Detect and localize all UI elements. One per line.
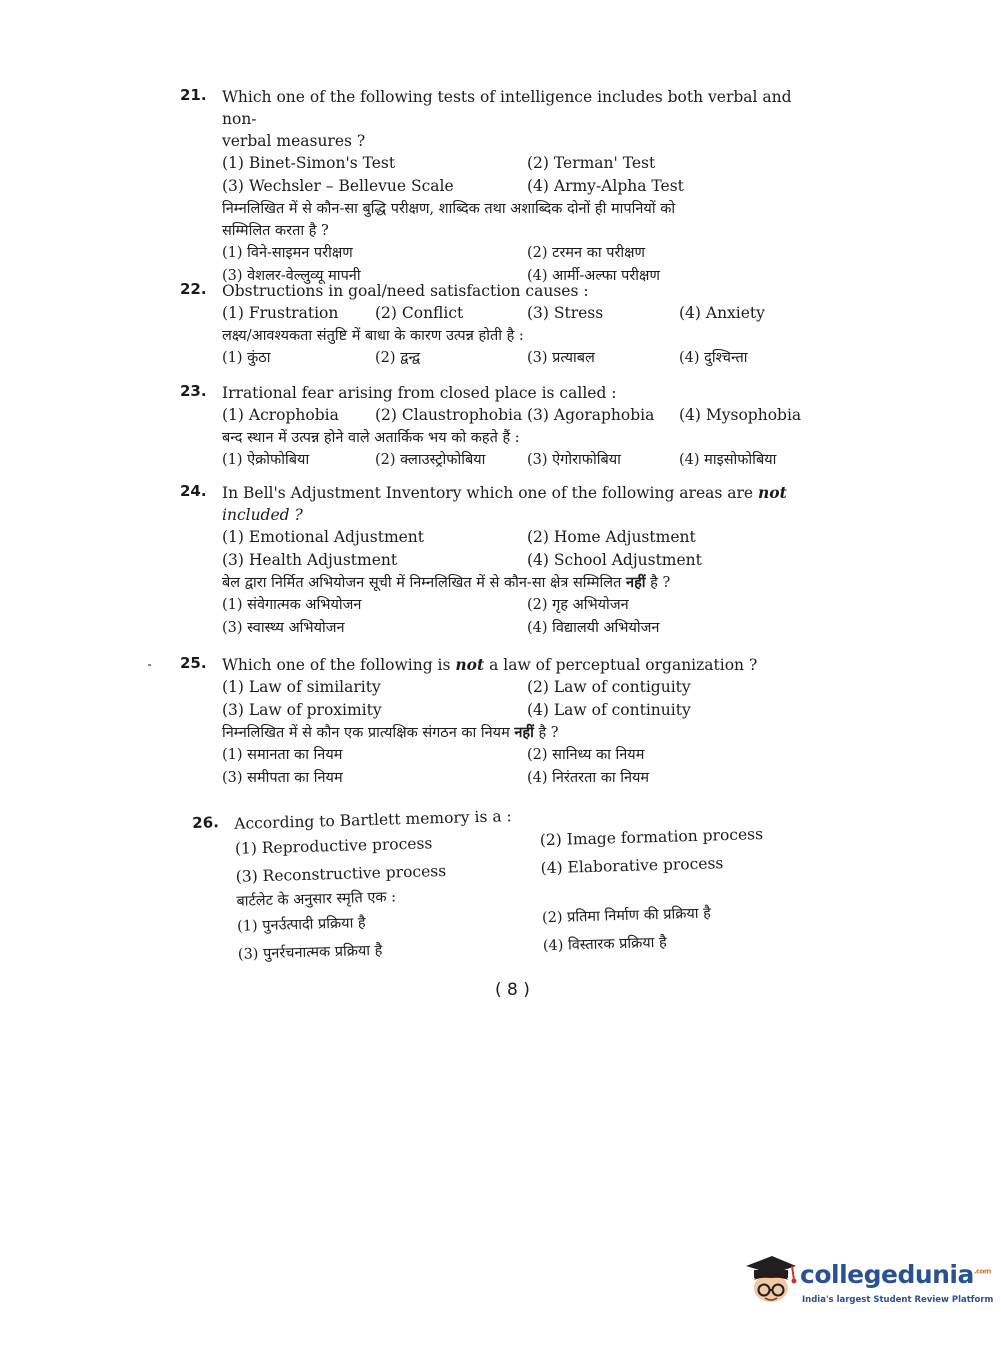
question-text-part: a law of perceptual organization ? (484, 656, 758, 674)
question-text-en-cont: verbal measures ? (222, 132, 366, 150)
options-hi (222, 347, 830, 370)
question-number: 22. (180, 280, 207, 298)
emphasis-nahin: नहीं (514, 724, 534, 741)
option-1: (1) Binet-Simon's Test (222, 154, 396, 172)
options-en (222, 676, 830, 722)
question-text-en: According to Bartlett memory is a : (234, 807, 512, 833)
question-21 (180, 86, 830, 288)
option-2: (2) Conflict (375, 304, 464, 322)
option-4: (4) निरंतरता का नियम (527, 770, 650, 786)
option-3: (3) Wechsler – Bellevue Scale (222, 177, 454, 195)
option-3: (3) Reconstructive process (235, 861, 447, 886)
option-4: (4) आर्मी-अल्फा परीक्षण (527, 268, 660, 284)
question-23 (180, 382, 830, 472)
question-text-hi (222, 572, 830, 594)
option-4: (4) विद्यालयी अभियोजन (527, 620, 660, 636)
option-1: (1) Emotional Adjustment (222, 528, 425, 546)
option-4: (4) विस्तारक प्रक्रिया है (542, 934, 667, 955)
question-text-hi: लक्ष्य/आवश्यकता संतुष्टि में बाधा के कारण उत्पन्न होती है : (222, 328, 524, 344)
question-text-hi-cont: सम्मिलित करता है ? (222, 223, 329, 239)
question-text-part: है ? (645, 575, 671, 591)
option-1: (1) पुनर्उत्पादी प्रक्रिया है (236, 915, 366, 935)
option-3: (3) Health Adjustment (222, 551, 398, 569)
option-2: (2) क्लाउस्ट्रोफोबिया (375, 452, 486, 468)
option-2: (2) सानिध्य का नियम (527, 747, 645, 763)
question-22 (180, 280, 830, 370)
question-text-part: In Bell's Adjustment Inventory which one of the following areas are (222, 484, 759, 502)
option-1: (1) Acrophobia (222, 406, 339, 424)
question-text-en (222, 482, 830, 504)
logo-suffix: .com (973, 1267, 991, 1276)
question-text-en: Obstructions in goal/need satisfaction causes : (222, 282, 589, 300)
option-2: (2) Terman' Test (527, 154, 656, 172)
option-1: (1) विने-साइमन परीक्षण (222, 245, 353, 261)
option-3: (3) Law of proximity (222, 701, 382, 719)
question-text-hi (222, 722, 830, 744)
options-en (222, 526, 830, 572)
option-3: (3) Agoraphobia (527, 406, 655, 424)
mascot-icon (742, 1250, 800, 1310)
option-3: (3) पुनर्रचनात्मक प्रक्रिया है (237, 942, 383, 963)
options-hi (222, 744, 830, 790)
question-text-en: Irrational fear arising from closed place is called : (222, 384, 617, 402)
option-2: (2) प्रतिमा निर्माण की प्रक्रिया है (541, 905, 712, 927)
option-4: (4) दुश्चिन्ता (679, 350, 748, 366)
question-text-part: included ? (222, 506, 303, 524)
option-4: (4) Army-Alpha Test (527, 177, 684, 195)
options-en (222, 302, 830, 325)
question-text-en-cont (222, 504, 830, 526)
option-4: (4) Law of continuity (527, 701, 691, 719)
option-2: (2) द्वन्द्व (375, 350, 421, 366)
option-3: (3) Stress (527, 304, 604, 322)
options-en (222, 404, 830, 427)
question-text-en (222, 654, 830, 676)
option-3: (3) समीपता का नियम (222, 770, 343, 786)
option-1: (1) संवेगात्मक अभियोजन (222, 597, 362, 613)
question-text-en: Which one of the following tests of intelligence includes both verbal and non- (222, 88, 792, 128)
collegedunia-logo (742, 1250, 994, 1310)
option-1: (1) ऐक्रोफोबिया (222, 452, 310, 468)
option-2: (2) Law of contiguity (527, 678, 691, 696)
question-text-part: है ? (533, 725, 559, 741)
option-2: (2) Claustrophobia (375, 406, 523, 424)
option-1: (1) कुंठा (222, 350, 271, 366)
option-2: (2) Image formation process (539, 825, 764, 850)
emphasis-nahin: नहीं (626, 574, 646, 591)
option-2: (2) गृह अभियोजन (527, 597, 629, 613)
option-1: (1) समानता का नियम (222, 747, 343, 763)
option-1: (1) Law of similarity (222, 678, 381, 696)
question-number: 24. (180, 482, 207, 500)
options-hi (222, 449, 830, 472)
option-4: (4) Anxiety (679, 304, 765, 322)
question-number: 26. (192, 813, 220, 832)
options-hi (222, 594, 830, 640)
logo-tagline: India's largest Student Review Platform (802, 1295, 994, 1305)
page-number: ( 8 ) (495, 980, 530, 1000)
question-24 (180, 482, 830, 640)
question-number: 23. (180, 382, 207, 400)
option-3: (3) स्वास्थ्य अभियोजन (222, 620, 345, 636)
options-en (222, 152, 830, 198)
scan-speck (148, 664, 151, 666)
option-2: (2) Home Adjustment (527, 528, 696, 546)
option-1: (1) Frustration (222, 304, 339, 322)
question-text-hi: निम्नलिखित में से कौन-सा बुद्धि परीक्षण, शाब्दिक तथा अशाब्दिक दोनों ही मापनियों को (222, 201, 676, 217)
question-number: 21. (180, 86, 207, 104)
question-text-part: Which one of the following is (222, 656, 456, 674)
question-text-part: बेल द्वारा निर्मित अभियोजन सूची में निम्नलिखित में से कौन-सा क्षेत्र सम्मिलित (222, 575, 627, 591)
option-4: (4) Mysophobia (679, 406, 802, 424)
option-3: (3) प्रत्याबल (527, 350, 595, 366)
question-25 (180, 654, 830, 790)
option-3: (3) ऐगोराफोबिया (527, 452, 621, 468)
emphasis-not: not (758, 483, 787, 502)
option-4: (4) माइसोफोबिया (679, 452, 777, 468)
option-4: (4) School Adjustment (527, 551, 702, 569)
option-3: (3) वेशलर-वेल्लुव्यू मापनी (222, 268, 361, 284)
question-text-part: निम्नलिखित में से कौन एक प्रात्यक्षिक संगठन का नियम (222, 725, 515, 741)
emphasis-not: not (455, 655, 485, 674)
question-text-hi: बार्टलेट के अनुसार स्मृति एक : (236, 889, 397, 910)
question-number: 25. (180, 654, 207, 672)
logo-wordmark (800, 1260, 991, 1289)
option-1: (1) Reproductive process (234, 834, 433, 858)
logo-name: collegedunia (800, 1260, 974, 1289)
question-text-hi: बन्द स्थान में उत्पन्न होने वाले अतार्किक भय को कहते हैं : (222, 430, 520, 446)
option-4: (4) Elaborative process (540, 854, 724, 878)
question-26 (192, 796, 846, 970)
option-2: (2) टरमन का परीक्षण (527, 245, 646, 261)
